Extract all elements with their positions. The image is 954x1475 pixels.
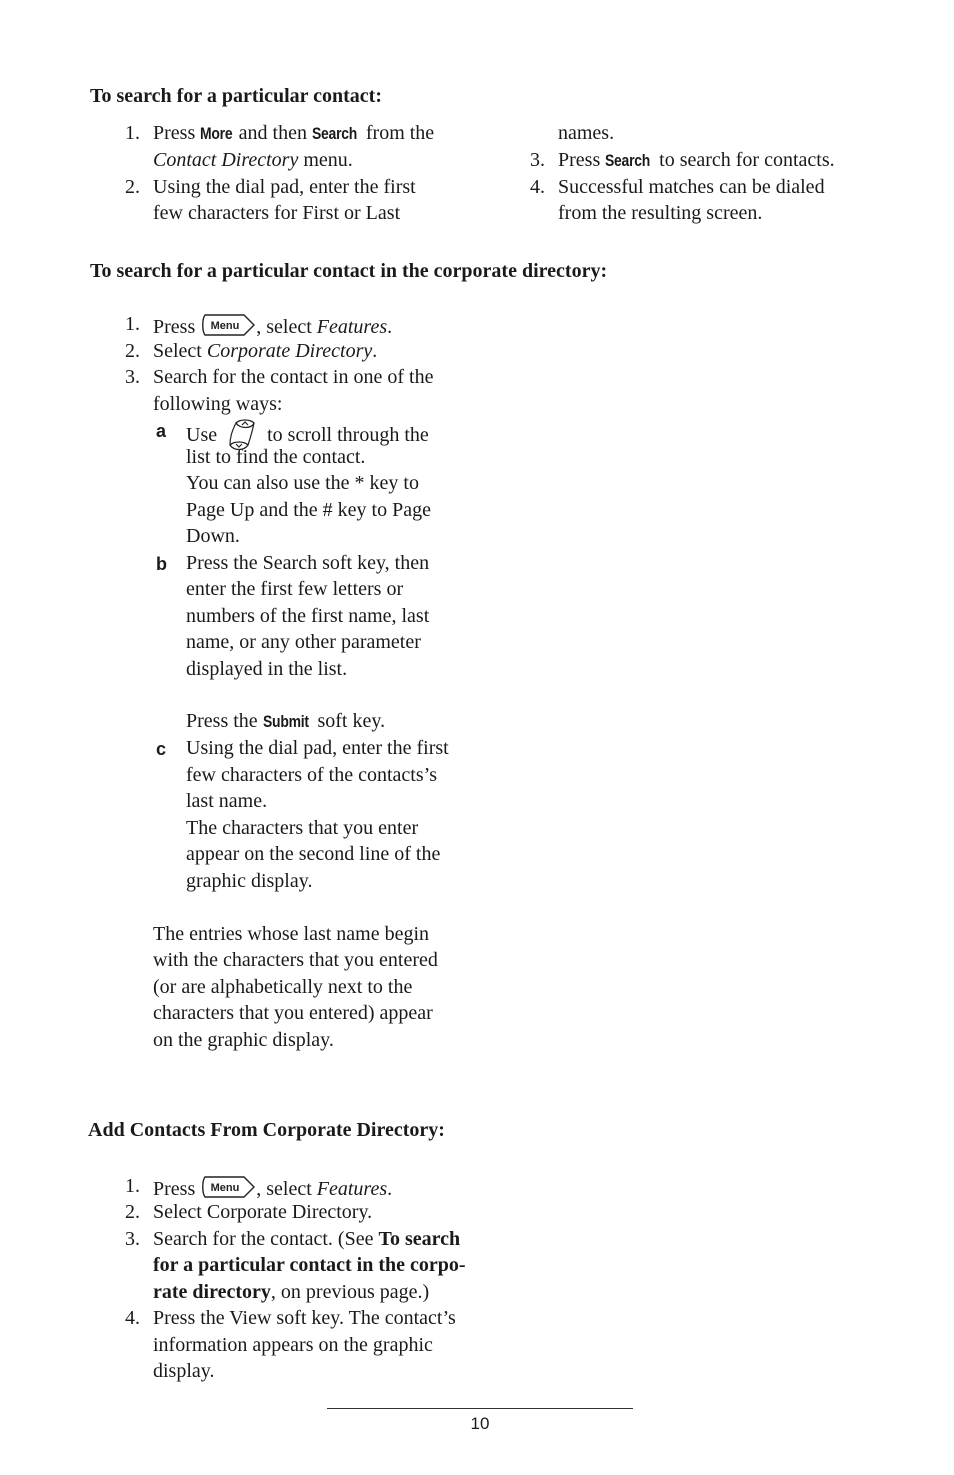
sub-a-line4: Page Up and the # key to Page [186, 499, 431, 521]
s2-step3-line1: Search for the contact in one of the [153, 366, 434, 388]
s3-step1-number: 1. [125, 1175, 140, 1197]
sub-c-line5: appear on the second line of the [186, 843, 441, 865]
note-line3: (or are alphabetically next to the [153, 976, 413, 998]
s1-step2-line3: names. [558, 122, 615, 144]
submit-key-label: Submit [262, 712, 309, 731]
section3-heading: Add Contacts From Corporate Directory: [88, 1119, 445, 1141]
note-line5: on the graphic display. [153, 1029, 334, 1051]
sub-a-line5: Down. [186, 525, 240, 547]
s2-step1-text: Press Menu , select Features. [153, 311, 392, 341]
sub-c-letter: c [156, 739, 167, 759]
search-key-label: Search [311, 124, 357, 143]
note-line1: The entries whose last name begin [153, 923, 430, 945]
s3-step2-number: 2. [125, 1201, 140, 1223]
s1-step3-text: Press Search to search for contacts. [558, 147, 835, 175]
note-line4: characters that you entered) appear [153, 1002, 433, 1024]
s3-step3-number: 3. [125, 1228, 140, 1250]
sub-b-line4: name, or any other parameter [186, 631, 421, 653]
s2-step3-number: 3. [125, 366, 140, 388]
sub-c-line2: few characters of the contacts’s [186, 764, 437, 786]
sub-a-line3: You can also use the * key to [186, 472, 419, 494]
svg-text:Menu: Menu [210, 320, 240, 332]
s1-step2-line2: few characters for First or Last [153, 202, 401, 224]
sub-b-line2: enter the first few letters or [186, 578, 404, 600]
s3-step3-line1: Search for the contact. (See To search [153, 1228, 461, 1250]
sub-b-letter: b [156, 554, 167, 574]
s2-step2-number: 2. [125, 340, 140, 362]
s3-step1-text: Press Menu , select Features. [153, 1173, 392, 1203]
s1-step4-line1: Successful matches can be dialed [558, 176, 825, 198]
s3-step2-text: Select Corporate Directory. [153, 1201, 373, 1223]
menu-key-icon [200, 311, 256, 339]
s1-step2-line1: Using the dial pad, enter the first [153, 176, 416, 198]
sub-b-line1: Press the Search soft key, then [186, 552, 430, 574]
page-number: 10 [470, 1414, 490, 1433]
sub-c-line1: Using the dial pad, enter the first [186, 737, 449, 759]
s3-step3-line3: rate directory, on previous page.) [153, 1281, 430, 1303]
s1-step1-number: 1. [125, 122, 140, 144]
sub-c-line4: The characters that you enter [186, 817, 419, 839]
note-line2: with the characters that you entered [153, 949, 438, 971]
section2-heading: To search for a particular contact in the corporate directory: [90, 260, 608, 282]
s1-step1-line2: Contact Directory menu. [153, 149, 353, 171]
sub-b-line5: displayed in the list. [186, 658, 348, 680]
sub-b-line3: numbers of the first name, last [186, 605, 430, 627]
svg-text:Menu: Menu [210, 1182, 240, 1194]
s1-step1-line1: Press More and then Search from the [153, 120, 434, 148]
menu-key-icon [200, 1173, 256, 1201]
sub-c-line6: graphic display. [186, 870, 313, 892]
s2-step1-number: 1. [125, 313, 140, 335]
s1-step4-line2: from the resulting screen. [558, 202, 763, 224]
sub-a-line1: Use to scroll through the [186, 417, 429, 453]
s3-step4-line2: information appears on the graphic [153, 1334, 433, 1356]
sub-a-letter: a [156, 421, 167, 441]
s2-step3-line2: following ways: [153, 393, 283, 415]
more-key-label: More [200, 124, 233, 143]
search-key-label: Search [605, 151, 651, 170]
sub-a-line2: list to find the contact. [186, 446, 366, 468]
footer-rule [327, 1408, 633, 1409]
s2-step2-text: Select Corporate Directory. [153, 340, 378, 362]
s3-step4-number: 4. [125, 1307, 140, 1329]
s1-step4-number: 4. [530, 176, 545, 198]
s3-step4-line3: display. [153, 1360, 215, 1382]
section1-heading: To search for a particular contact: [90, 85, 383, 107]
sub-c-line3: last name. [186, 790, 268, 812]
s3-step3-line2: for a particular contact in the corpo- [153, 1254, 466, 1276]
s1-step3-number: 3. [530, 149, 545, 171]
sub-b-submit-line: Press the Submit soft key. [186, 708, 385, 736]
s1-step2-number: 2. [125, 176, 140, 198]
s3-step4-line1: Press the View soft key. The contact’s [153, 1307, 456, 1329]
